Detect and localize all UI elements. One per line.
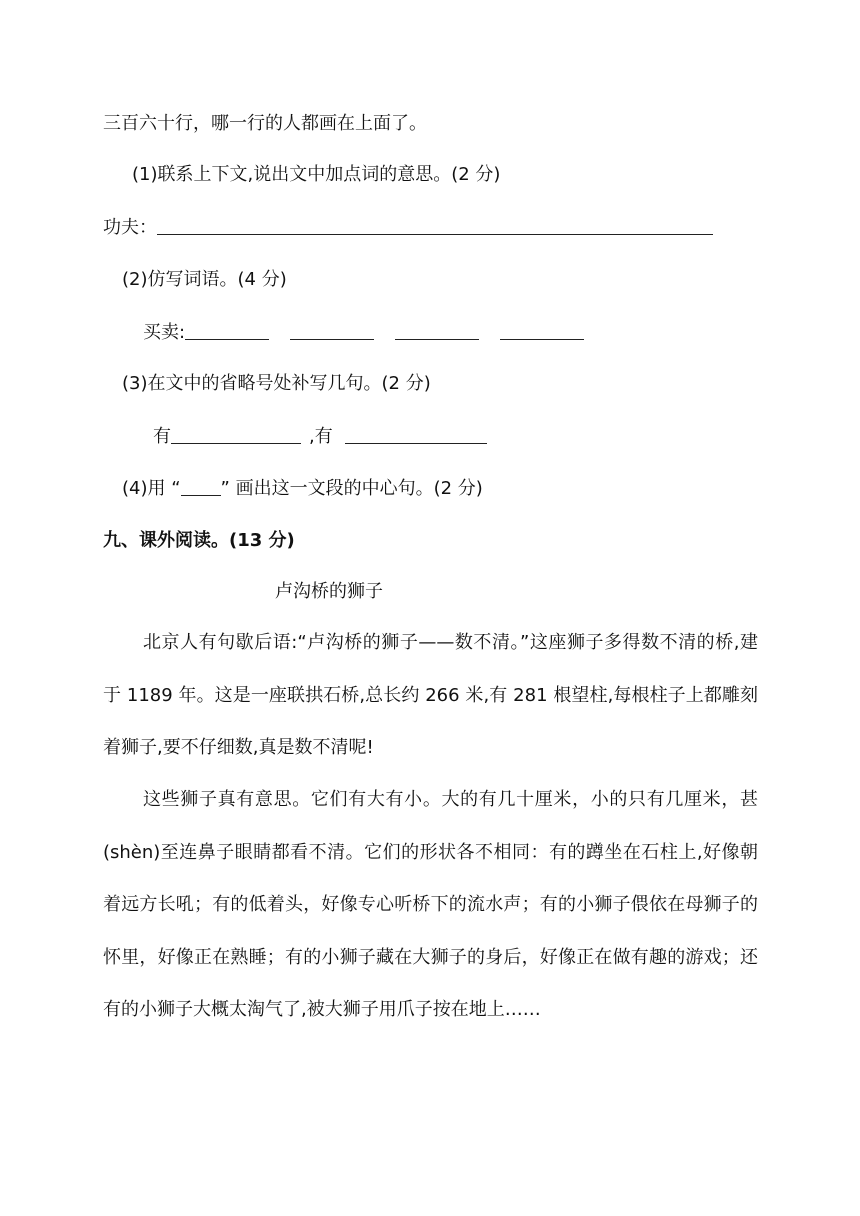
question-1-answer	[103, 215, 713, 241]
you-label-2: ,有	[309, 426, 333, 447]
example-word: 买卖:	[143, 322, 186, 343]
question-4-suffix: ” 画出这一文段的中心句。(2 分)	[220, 478, 483, 499]
paragraph-1: 北京人有句歇后语:“卢沟桥的狮子——数不清。”这座狮子多得数不清的桥,建于 1189 年。这是一座联拱石桥,总长约 266 米,有 281 根望柱,每根柱子上都雕刻着狮子,要不仔细数,真是数不清呢!	[103, 632, 758, 758]
answer-blank-2[interactable]	[290, 321, 374, 340]
answer-blank-you1[interactable]	[171, 425, 301, 444]
question-2-answer	[143, 320, 584, 346]
answer-label: 功夫：	[103, 217, 157, 238]
answer-blank-3[interactable]	[395, 321, 479, 340]
paragraph-2: 这些狮子真有意思。它们有大有小。大的有几十厘米，小的只有几厘米，甚(shèn)至连鼻子眼睛都看不清。它们的形状各不相同：有的蹲坐在石柱上,好像朝着远方长吼；有的低着头，好像专心听桥下的流水声；有的小狮子偎依在母狮子的怀里，好像正在熟睡；有的小狮子藏在大狮子的身后，好像正在做有趣的游戏；还有的小狮子大概太淘气了,被大狮子用爪子按在地上……	[103, 789, 758, 1020]
question-4-prefix: (4)用 “	[122, 478, 181, 499]
you-label-1: 有	[153, 426, 171, 447]
text-line-top: 三百六十行，哪一行的人都画在上面了。	[103, 113, 427, 134]
question-3: (3)在文中的省略号处补写几句。(2 分)	[122, 373, 431, 394]
answer-blank-you2[interactable]	[345, 425, 487, 444]
question-1: (1)联系上下文,说出文中加点词的意思。(2 分)	[132, 164, 501, 185]
section-heading: 九、课外阅读。(13 分)	[103, 530, 295, 551]
question-2: (2)仿写词语。(4 分)	[122, 269, 287, 290]
answer-blank[interactable]	[157, 216, 713, 235]
underline-sample	[181, 477, 221, 496]
question-4	[122, 476, 483, 502]
question-3-answer	[153, 424, 487, 450]
answer-blank-1[interactable]	[185, 321, 269, 340]
story-title: 卢沟桥的狮子	[275, 581, 383, 602]
answer-blank-4[interactable]	[500, 321, 584, 340]
